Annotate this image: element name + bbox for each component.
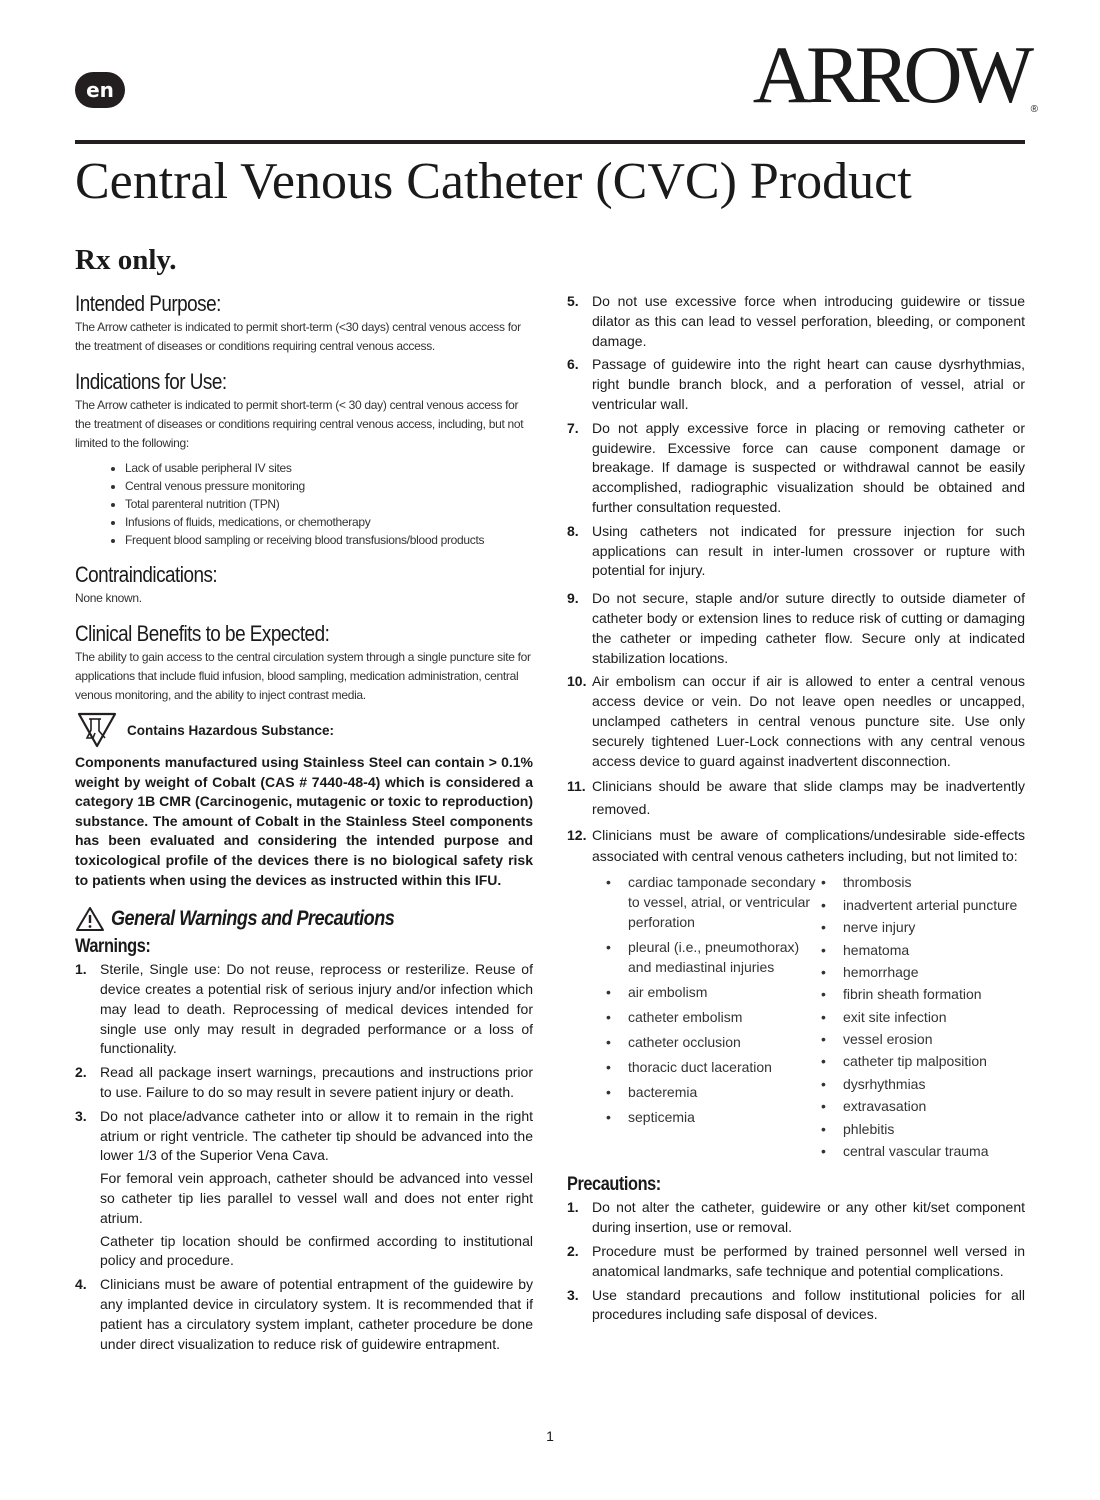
contraindications-heading: Contraindications: bbox=[75, 562, 218, 587]
indications-list bbox=[75, 459, 533, 549]
item-number: 3. bbox=[75, 1107, 87, 1124]
complications-list bbox=[602, 873, 1025, 1164]
item-text: Using catheters not indicated for pressure injection for such applications can result in inter-lumen crossover or rupture with potential for injury. bbox=[592, 522, 1025, 579]
list-item: • catheter occlusion bbox=[602, 1033, 817, 1053]
list-item: • Infusions of fluids, medications, or chemotherapy bbox=[125, 513, 533, 531]
precaution-item bbox=[567, 1198, 1025, 1238]
list-item: • thoracic duct laceration bbox=[602, 1058, 817, 1078]
list-item: • inadvertent arterial puncture bbox=[817, 896, 1017, 916]
registered-mark: ® bbox=[1030, 104, 1038, 115]
item-text: Passage of guidewire into the right heart can cause dysrhythmias, right bundle branch block, and a perforation of vessel, atrial or ventricular wall. bbox=[592, 356, 1025, 412]
warning-item bbox=[567, 825, 1025, 867]
item-text: Procedure must be performed by trained personnel well versed in anatomical landmarks, safe technique and potential complications. bbox=[592, 1243, 1025, 1279]
item-number: 11. bbox=[567, 778, 586, 795]
general-warnings-title: General Warnings and Precautions bbox=[111, 907, 395, 931]
warning-item bbox=[75, 960, 533, 1059]
hazardous-title: Contains Hazardous Substance: bbox=[127, 722, 335, 738]
indications-text: The Arrow catheter is indicated to permit short-term (< 30 day) central venous access for the treatment of diseases or conditions requiring central venous access, including, but not limited to the following: bbox=[75, 398, 524, 450]
clinical-benefits-heading: Clinical Benefits to be Expected: bbox=[75, 621, 330, 646]
precautions-heading: Precautions: bbox=[567, 1174, 661, 1196]
hazardous-substance-icon bbox=[75, 711, 119, 749]
complications-column-1 bbox=[602, 873, 817, 1164]
list-item: • central vascular trauma bbox=[817, 1142, 1017, 1162]
item-paragraph: Catheter tip location should be confirmed according to institutional policy and procedure. bbox=[100, 1232, 533, 1269]
list-item: • hematoma bbox=[817, 941, 1017, 961]
item-number: 2. bbox=[567, 1243, 579, 1259]
item-number: 6. bbox=[567, 356, 579, 373]
warnings-list-right bbox=[567, 292, 1025, 867]
list-item: • nerve injury bbox=[817, 918, 1017, 938]
precaution-item bbox=[567, 1242, 1025, 1282]
item-number: 5. bbox=[567, 293, 579, 309]
item-number: 2. bbox=[75, 1064, 87, 1081]
list-item: • phlebitis bbox=[817, 1120, 1017, 1140]
item-number: 1. bbox=[567, 1199, 579, 1216]
rx-only-label: Rx only. bbox=[75, 244, 177, 276]
intended-purpose-text: The Arrow catheter is indicated to permit short-term (<30 days) central venous access for the treatment of diseases or conditions requiring central venous access. bbox=[75, 320, 521, 353]
item-text: Read all package insert warnings, precautions and instructions prior to use. Failure to do so may result in severe patient injury or death. bbox=[100, 1064, 533, 1100]
hazardous-header bbox=[75, 711, 533, 749]
page-number: 1 bbox=[546, 1428, 554, 1444]
list-item: • cardiac tamponade secondary to vessel, atrial, or ventricular perforation bbox=[602, 873, 817, 932]
item-text: Sterile, Single use: Do not reuse, reprocess or resterilize. Reuse of device creates a potential risk of serious injury and/or infection which may lead to death. Reprocessing of medical devices intended for single use only may result in degraded performance or a loss of functionality. bbox=[100, 961, 533, 1057]
warning-item bbox=[567, 589, 1025, 668]
intended-purpose-heading: Intended Purpose: bbox=[75, 291, 221, 316]
warning-item bbox=[567, 672, 1025, 771]
arrow-logo: ARROW bbox=[752, 29, 1028, 120]
list-item: • Total parenteral nutrition (TPN) bbox=[125, 495, 533, 513]
item-text: Clinicians should be aware that slide clamps may be inadvertently removed. bbox=[592, 778, 1025, 818]
item-text: Do not secure, staple and/or suture directly to outside diameter of catheter body or extension lines to reduce risk of cutting or damaging the catheter or impeding catheter flow. Secure only at indicated stabilization locations. bbox=[592, 590, 1025, 666]
item-number: 12. bbox=[567, 827, 587, 844]
warning-triangle-icon bbox=[75, 906, 105, 932]
item-number: 8. bbox=[567, 522, 579, 539]
left-column bbox=[75, 290, 533, 1358]
warning-item bbox=[567, 522, 1025, 581]
list-item: • vessel erosion bbox=[817, 1030, 1017, 1050]
list-item: • Lack of usable peripheral IV sites bbox=[125, 459, 533, 477]
list-item: • air embolism bbox=[602, 983, 817, 1003]
item-number: 7. bbox=[567, 419, 579, 436]
item-paragraph: For femoral vein approach, catheter should be advanced into vessel so catheter tip lies parallel to vessel wall and does not enter right atrium. bbox=[100, 1170, 533, 1226]
clinical-benefits-text: The ability to gain access to the central circulation system through a single puncture site for applications that include fluid infusion, blood sampling, medication administration, central venous monitoring, and the ability to inject contrast media. bbox=[75, 650, 531, 702]
list-item: • catheter tip malposition bbox=[817, 1052, 1017, 1072]
item-number: 3. bbox=[567, 1286, 579, 1303]
page-title: Central Venous Catheter (CVC) Product bbox=[75, 153, 912, 210]
right-column bbox=[567, 290, 1025, 1329]
warning-item bbox=[567, 292, 1025, 351]
precautions-list bbox=[567, 1198, 1025, 1325]
list-item: • pleural (i.e., pneumothorax) and mediastinal injuries bbox=[602, 938, 817, 978]
list-item: • extravasation bbox=[817, 1097, 1017, 1117]
item-text: Clinicians must be aware of complications/undesirable side-effects associated with central venous catheters including, but not limited to: bbox=[592, 827, 1025, 865]
warning-item bbox=[567, 775, 1025, 821]
indications-heading: Indications for Use: bbox=[75, 369, 227, 394]
list-item: • Central venous pressure monitoring bbox=[125, 477, 533, 495]
list-item: • catheter embolism bbox=[602, 1008, 817, 1028]
general-warnings-header bbox=[75, 906, 533, 932]
list-item: • Frequent blood sampling or receiving blood transfusions/blood products bbox=[125, 531, 533, 549]
title-rule bbox=[75, 140, 1025, 144]
warning-item bbox=[75, 1107, 533, 1271]
list-item: • thrombosis bbox=[817, 873, 1017, 893]
warnings-list-left bbox=[75, 960, 533, 1354]
language-badge: en bbox=[75, 72, 125, 108]
item-number: 10. bbox=[567, 673, 587, 690]
warning-item bbox=[567, 355, 1025, 414]
list-item: • septicemia bbox=[602, 1108, 817, 1128]
warning-item bbox=[567, 419, 1025, 518]
item-text: Use standard precautions and follow institutional policies for all procedures including safe disposal of devices. bbox=[592, 1286, 1025, 1323]
precaution-item bbox=[567, 1286, 1025, 1326]
contraindications-text: None known. bbox=[75, 591, 142, 605]
item-text: Air embolism can occur if air is allowed to enter a central venous access device or vein. Do not leave open needles or uncapped, unclamped catheters in central venous puncture site. Use only securely tightened Luer-Lock connections with any central venous access device to guard against inadvertent disconnection. bbox=[592, 673, 1025, 769]
list-item: • exit site infection bbox=[817, 1008, 1017, 1028]
warning-item bbox=[75, 1063, 533, 1103]
item-number: 4. bbox=[75, 1276, 87, 1293]
item-text: Do not place/advance catheter into or allow it to remain in the right atrium or right ventricle. The catheter tip should be advanced into the lower 1/3 of the Superior Vena Cava. bbox=[100, 1107, 533, 1164]
item-text: Do not use excessive force when introducing guidewire or tissue dilator as this can lead to vessel perforation, bleeding, or component damage. bbox=[592, 293, 1025, 349]
list-item: • dysrhythmias bbox=[817, 1075, 1017, 1095]
item-text: Do not apply excessive force in placing or removing catheter or guidewire. Excessive force can cause component damage or breakage. If damage is suspected or withdrawal cannot be easily accomplished, radiographic visualization should be obtained and further consultation requested. bbox=[592, 419, 1025, 515]
warning-item bbox=[75, 1275, 533, 1354]
complications-column-2 bbox=[817, 873, 1017, 1164]
item-number: 9. bbox=[567, 590, 579, 607]
item-text: Do not alter the catheter, guidewire or any other kit/set component during insertion, use or removal. bbox=[592, 1199, 1025, 1236]
warnings-heading: Warnings: bbox=[75, 936, 151, 958]
item-text: Clinicians must be aware of potential entrapment of the guidewire by any implanted device in circulatory system. It is recommended that if patient has a circulatory system implant, catheter procedure be done under direct visualization to reduce risk of guidewire entrapment. bbox=[100, 1276, 533, 1352]
list-item: • bacteremia bbox=[602, 1083, 817, 1103]
item-number: 1. bbox=[75, 961, 87, 978]
hazardous-text: Components manufactured using Stainless Steel can contain > 0.1% weight by weight of Cobalt (CAS # 7440-48-4) which is considered a category 1B CMR (Carcinogenic, mutagenic or toxic to reproduction) substance. The amount of Cobalt in the Stainless Steel components has been evaluated and considering the intended purpose and toxicological profile of the devices there is no biological safety risk to patients when using the devices as instructed within this IFU. bbox=[75, 754, 533, 888]
list-item: • hemorrhage bbox=[817, 963, 1017, 983]
list-item: • fibrin sheath formation bbox=[817, 985, 1017, 1005]
